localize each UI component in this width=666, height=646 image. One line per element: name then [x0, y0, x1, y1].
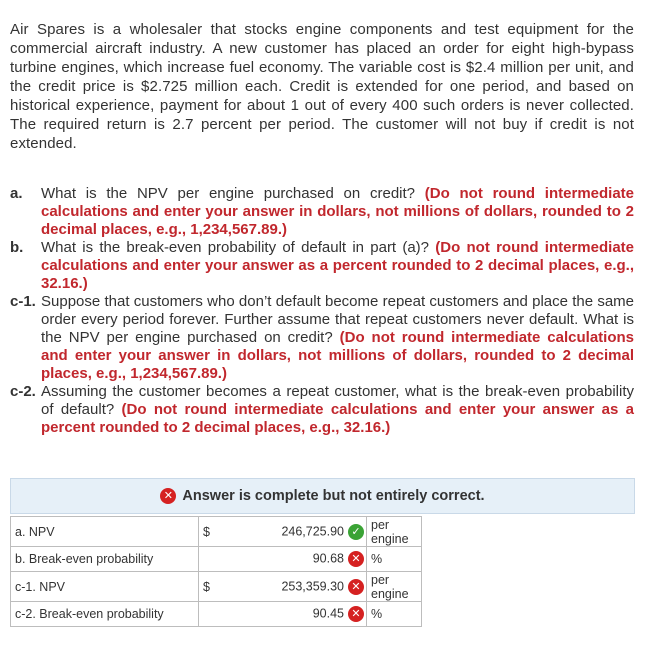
answer-unit: per engine [367, 572, 422, 602]
question-body [41, 185, 634, 239]
question-c1 [10, 293, 634, 383]
answer-value: 90.68 [312, 551, 344, 566]
x-circle-icon: ✕ [348, 606, 364, 622]
x-circle-icon: ✕ [348, 551, 364, 567]
answer-value: 246,725.90 [281, 523, 344, 538]
question-a [10, 185, 634, 239]
question-text: What is the NPV per engine purchased on credit? [41, 185, 416, 202]
answer-value: 253,359.30 [281, 578, 344, 593]
question-instruction: (Do not round intermediate calculations and enter your answer as a percent rounded to 2 decimal places, e.g., 32.16.) [41, 239, 634, 292]
feedback-banner [10, 478, 635, 514]
answer-value: 90.45 [312, 606, 344, 621]
currency-symbol [199, 547, 215, 572]
currency-symbol: $ [199, 572, 215, 602]
answer-unit: % [367, 547, 422, 572]
answer-unit: % [367, 602, 422, 627]
answer-label: a. NPV [11, 517, 199, 547]
currency-symbol [199, 602, 215, 627]
question-label: c-2. [10, 383, 36, 400]
answer-row-c1 [11, 572, 422, 602]
answer-unit: per engine [367, 517, 422, 547]
x-circle-icon: ✕ [160, 488, 176, 504]
answer-label: b. Break-even probability [11, 547, 199, 572]
answer-input-npv-c1[interactable] [215, 572, 367, 602]
answer-label: c-1. NPV [11, 572, 199, 602]
feedback-message: Answer is complete but not entirely correct. [182, 488, 485, 504]
question-instruction: (Do not round intermediate calculations and enter your answer in dollars, not millions of dollars, rounded to 2 decimal places, e.g., 1,234,567.89.) [41, 329, 634, 382]
question-c2 [10, 383, 634, 437]
answer-table [10, 516, 422, 627]
question-label: c-1. [10, 293, 36, 310]
question-body [41, 239, 634, 293]
problem-statement: Air Spares is a wholesaler that stocks engine components and test equipment for the commercial aircraft industry. A new customer has placed an order for eight high-bypass turbine engines, which increase fuel economy. The variable cost is $2.4 million per unit, and the credit price is $2.725 million each. Credit is extended for one period, and based on historical experience, payment for about 1 out of every 400 such orders is never collected. The required return is 2.7 percent per period. The customer will not buy if credit is not extended. [10, 21, 634, 152]
question-instruction: (Do not round intermediate calculations and enter your answer as a percent rounded to 2 decimal places, e.g., 32.16.) [41, 401, 635, 436]
answer-input-breakeven-c2[interactable] [215, 602, 367, 627]
check-circle-icon: ✓ [348, 524, 364, 540]
x-circle-icon: ✕ [348, 579, 364, 595]
question-text: What is the break-even probability of default in part (a)? [41, 239, 430, 256]
question-text: Assuming the customer becomes a repeat customer, what is the break-even probability of default? [41, 383, 634, 418]
answer-row-a [11, 517, 422, 547]
currency-symbol: $ [199, 517, 215, 547]
question-b [10, 239, 634, 293]
answer-input-breakeven-b[interactable] [215, 547, 367, 572]
question-label: a. [10, 185, 23, 202]
answer-input-npv-a[interactable] [215, 517, 367, 547]
answer-row-c2 [11, 602, 422, 627]
question-text: Suppose that customers who don’t default become repeat customers and place the same order every period forever. Further assume that repeat customers never default. What is the NPV per engine purchased on credit? [41, 293, 634, 346]
question-instruction: (Do not round intermediate calculations and enter your answer in dollars, not millions of dollars, rounded to 2 decimal places, e.g., 1,234,567.89.) [41, 185, 635, 238]
answer-label: c-2. Break-even probability [11, 602, 199, 627]
answer-row-b [11, 547, 422, 572]
question-body [41, 383, 634, 437]
question-body [41, 293, 634, 383]
question-label: b. [10, 239, 24, 256]
